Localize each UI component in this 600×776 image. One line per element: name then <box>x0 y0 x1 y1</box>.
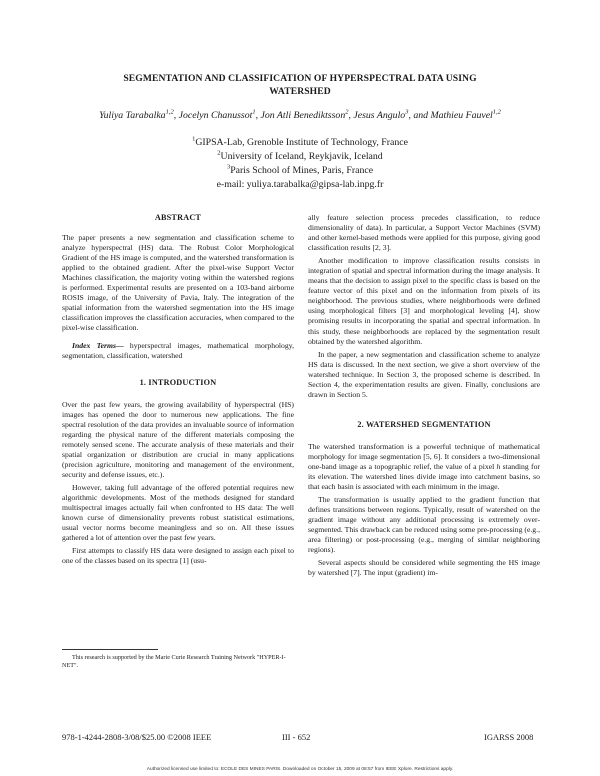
intro-paragraph-5: In the paper, a new segmentation and classification scheme to analyze HS data is discussed. In the next section, we give a short overview of the watershed technique. In Section 3, the proposed scheme is described. In Section 4, the experimentation results are given. Finally, conclusions are drawn in Section 5. <box>308 349 540 399</box>
right-column <box>308 213 540 579</box>
affiliation-2: $^2$University of Iceland, Reykjavik, Iceland <box>217 149 383 162</box>
footnote-rule <box>62 649 158 650</box>
authorized-use-notice: Authorized licensed use limited to: ECOLE DES MINES PARIS. Downloaded on October 15, 2009 at 08:57 from IEEE Xplore. Restrictions apply. <box>146 767 454 772</box>
author: Yuliya Tarabalka$^{1,2}$, <box>99 108 179 121</box>
intro-paragraph-3-continued: ally feature selection process precedes classification, to reduce dimensionality of data). In particular, a Support Vector Machines (SVM) and other kernel-based methods were applied for this purpose, giving good classification results [2, 3]. <box>308 213 540 253</box>
author: Mathieu Fauvel$^{1,2}$ <box>430 108 501 121</box>
affiliation-3: $^3$Paris School of Mines, Paris, France <box>226 163 374 176</box>
intro-paragraph-3: First attempts to classify HS data were designed to assign each pixel to one of the classes based on its spectra [1] (usu- <box>62 546 294 566</box>
watershed-paragraph-3: Several aspects should be considered while segmenting the HS image by watershed [7]. The input (gradient) im- <box>308 558 540 578</box>
watershed-heading: 2. WATERSHED SEGMENTATION <box>357 419 491 429</box>
footer-isbn: 978-1-4244-2808-3/08/$25.00 ©2008 IEEE <box>62 732 212 742</box>
left-column <box>62 213 294 566</box>
intro-paragraph-1: Over the past few years, the growing availability of hyperspectral (HS) images has opened the door to numerous new applications. The fine spectral resolution of the data provides an invaluable source of information regarding the physical nature of the different materials composing the remotely sensed scene. The accurate analysis of these materials and their spatial organization or distribution are crucial in many applications (precision agriculture, monitoring and management of the environment, security and defense issues, etc.). <box>62 399 294 479</box>
title-line-1: SEGMENTATION AND CLASSIFICATION OF HYPERSPECTRAL DATA USING <box>123 73 477 84</box>
author: Jocelyn Chanussot$^1$, <box>178 108 261 121</box>
watershed-paragraph-1: The watershed transformation is a powerful technique of mathematical morphology for image segmentation [5, 6]. It considers a two-dimensional one-band image as a topographic relief, the value of a pixel h standing for its elevation. The watershed lines divide image into catchment basins, so that each basin is associated with each minimum in the image. <box>308 441 540 492</box>
abstract-heading: ABSTRACT <box>154 213 202 222</box>
footer-conference: IGARSS 2008 <box>484 732 534 742</box>
footer-page-number: III - 652 <box>282 732 311 742</box>
abstract-text: The paper presents a new segmentation and classification scheme to analyze hyperspectral (HS) data. The Robust Color Morphological Gradient of the HS image is computed, and the watershed transformation is applied to the obtained gradient. After the pixel-wise Support Vector Machines classification, the majority voting within the watershed regions is performed. Experimental results are presented on a 103-band airborne ROSIS image, of the University of Pavia, Italy. The integration of the spatial information from the watershed segmentation into the HS image classification improves the classification accuracies, when compared to the pixel-wise classification. <box>62 233 294 333</box>
intro-paragraph-2: However, taking full advantage of the offered potential requires new algorithmic developments. Most of the methods designed for standard multispectral images actually fail when confronted to HS data: The well known curse of dimensionality prevents robust statistical estimations, usual vector norms become meaningless and so on. All these issues gathered a lot of attention over the past few years. <box>62 483 294 543</box>
author: Jon Atli Benediktsson$^2$, <box>260 108 354 121</box>
index-terms: Index Terms— hyperspectral images, mathematical morphology, segmentation, classification, watershed <box>62 340 295 360</box>
watershed-paragraph-2: The transformation is usually applied to the gradient function that defines transitions between regions. Typically, result of watershed on the gradient image without any additional processing is extremely over-segmented. This drawback can be reduced using some pre-processing (e.g., area filtering) or post-processing (e.g., merging of similar neighboring regions). <box>308 495 540 555</box>
affiliation-1: $^1$GIPSA-Lab, Grenoble Institute of Technology, France <box>192 135 408 148</box>
author-list <box>40 110 560 122</box>
intro-paragraph-4: Another modification to improve classification results consists in integration of spatial and spectral information during the image analysis. It means that the decision to assign pixel to the specific class is based on the feature vector of this pixel and on the information from pixels of its neighborhood. The previous studies, where neighborhoods were defined using morphological filters [3] and morphological leveling [4], show promising results in incorporating the spatial and spectral information. In this study, these neighborhoods are replaced by the segmentation result obtained by the watershed algorithm. <box>308 256 540 346</box>
title-line-2: WATERSHED <box>269 86 331 97</box>
introduction-heading: 1. INTRODUCTION <box>139 377 217 387</box>
author: Jesus Angulo$^3$, and <box>353 108 431 121</box>
paper-title <box>60 72 540 98</box>
author-email: e-mail: yuliya.tarabalka@gipsa-lab.inpg.fr <box>216 179 384 190</box>
footnote: This research is supported by the Marie Curie Research Training Network "HYPER-I-NET". <box>62 654 286 670</box>
